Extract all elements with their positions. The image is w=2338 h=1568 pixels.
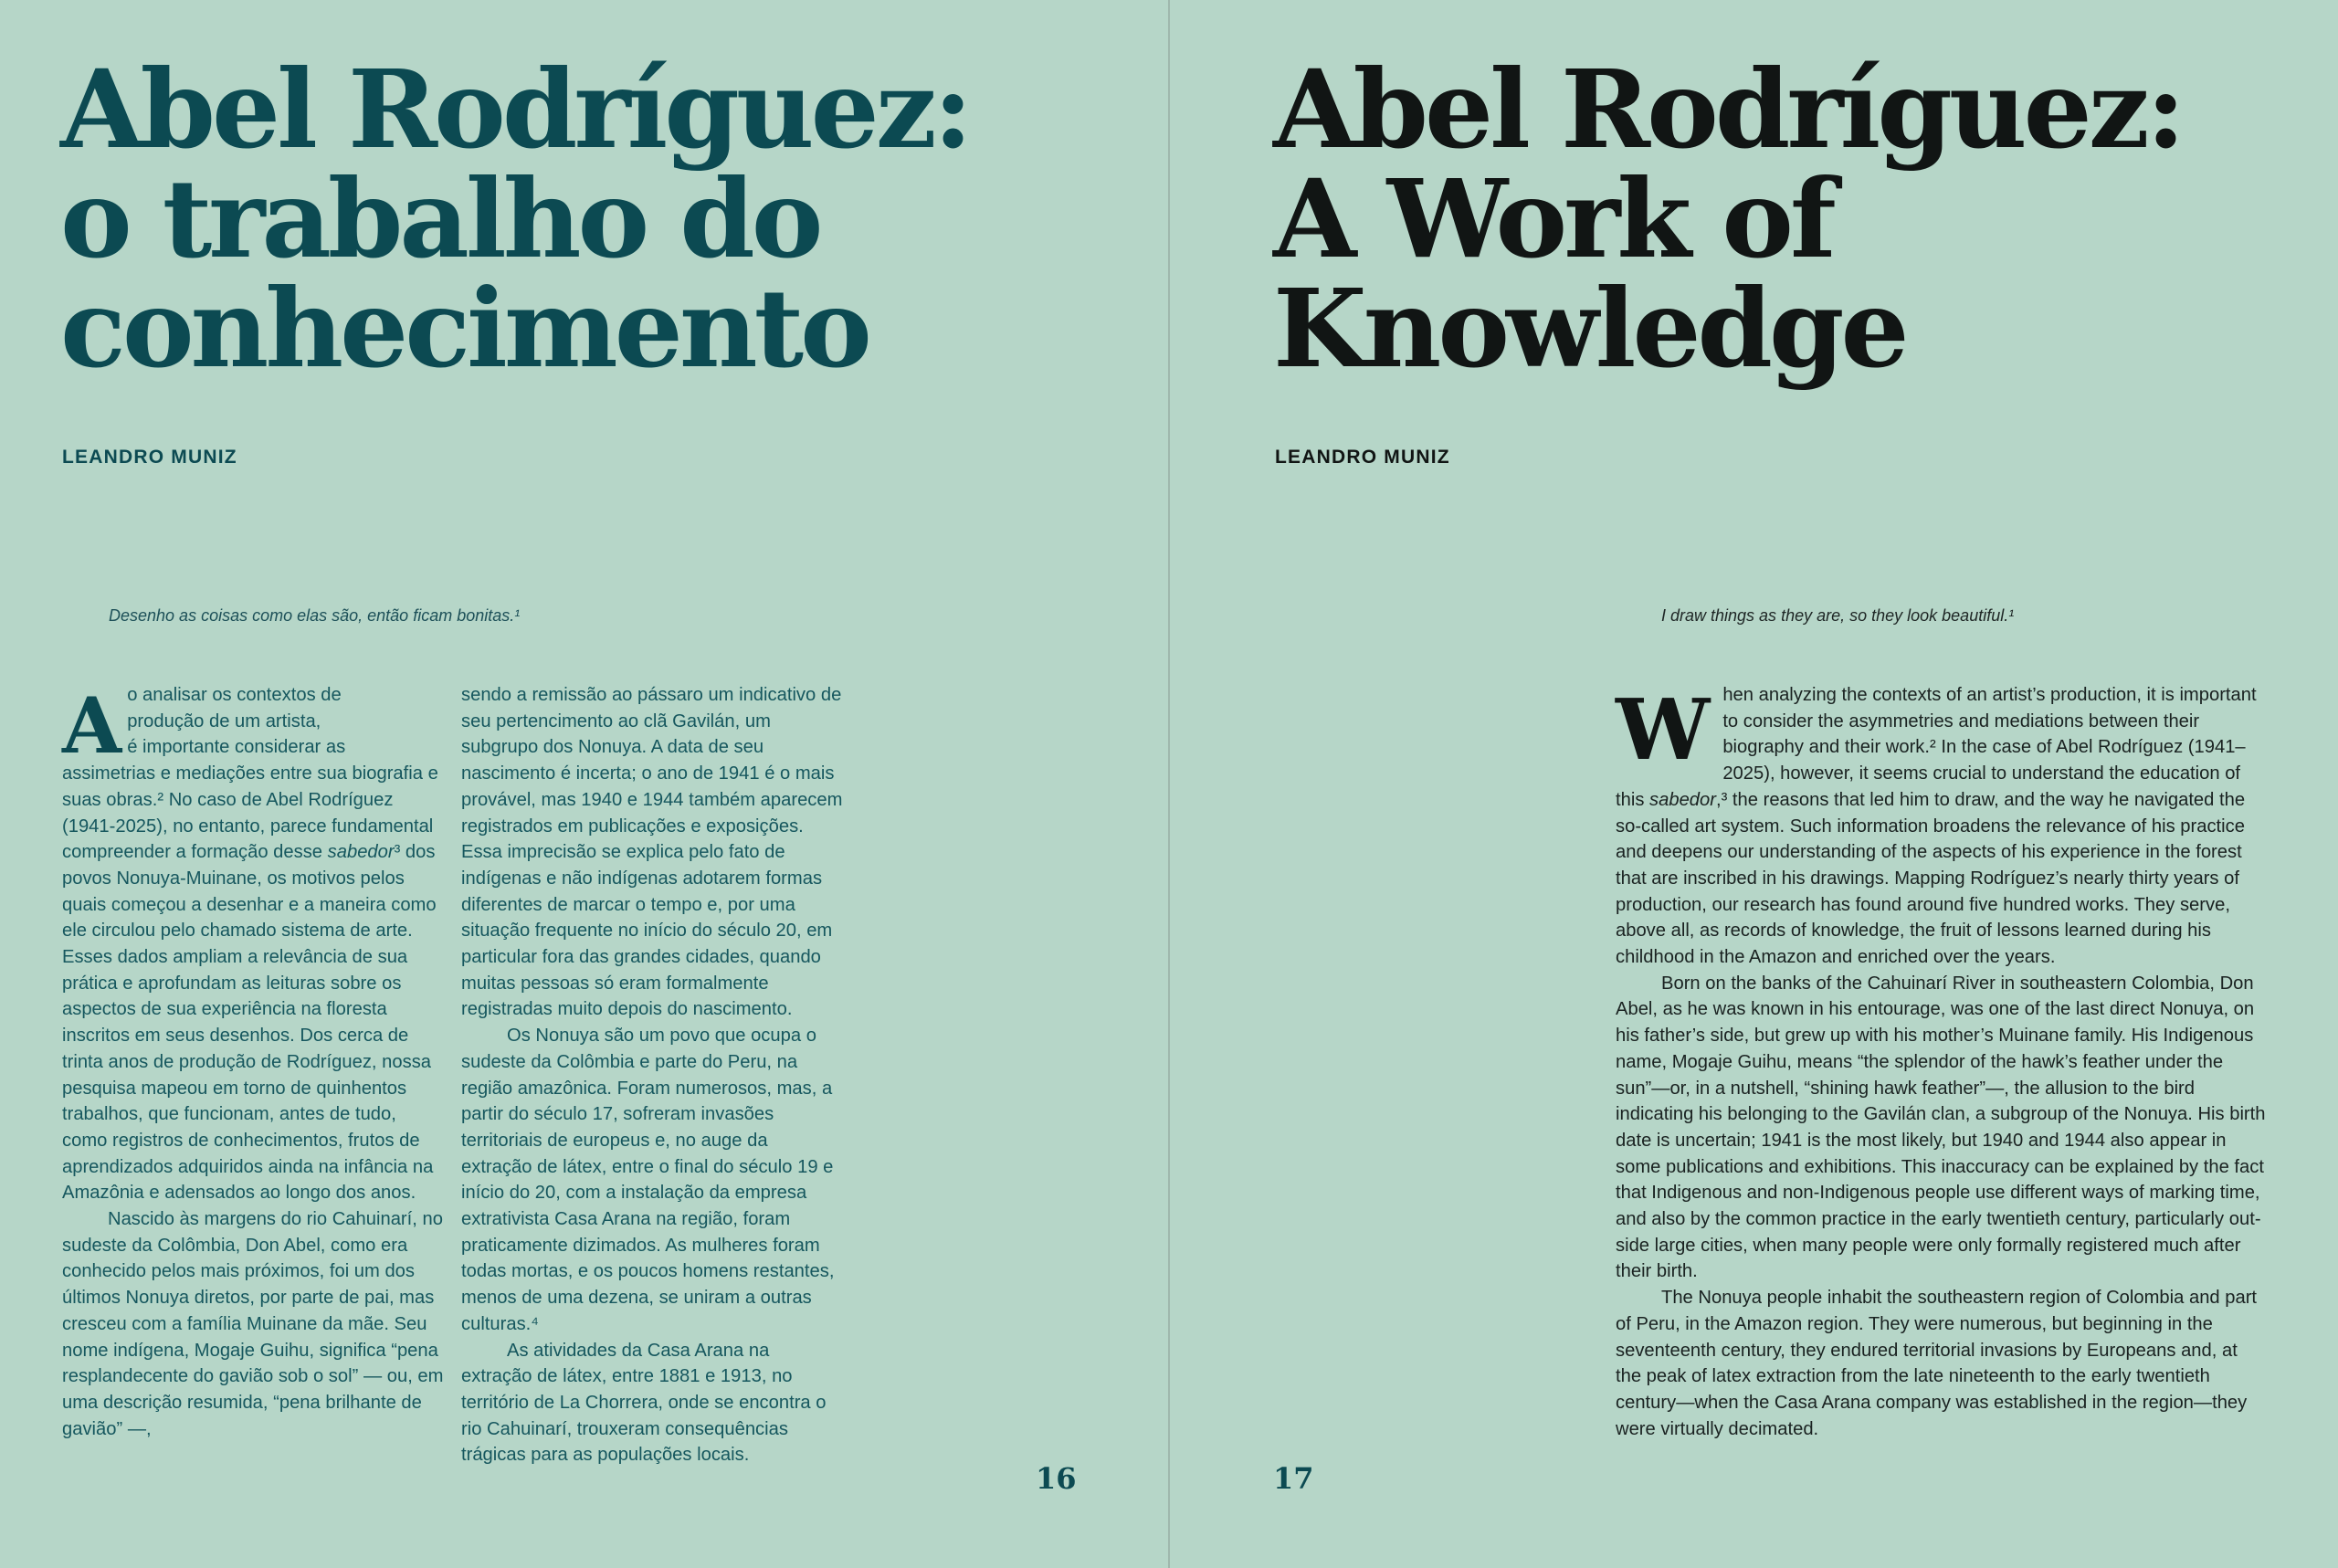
body-paragraph: sendo a remissão ao pássaro um indicativo de seu pertencimento ao clã Gavilán, um subgrupo dos Nonuya. A data de seu nascimento é incerta; o ano de 1941 é o mais provável, mas 1940 e 1944 também aparecem registrados em publicações e exposições. Essa imprecisão se explica pelo fato de indígenas e não indígenas adotarem formas diferentes de marcar o tempo e, por uma situação frequente no início do século 20, em particular fora das grandes cidades, quando muitas pessoas só eram formalmente registradas muito depois do nascimento. bbox=[461, 685, 843, 1020]
body-paragraph: Nascido às margens do rio Cahuinarí, no sudeste da Colômbia, Don Abel, como era conhecido pelos mais próximos, foi um dos últimos Nonuya diretos, por parte de pai, mas cresceu com a família Muinane da mãe. Seu nome indígena, Mogaje Guihu, significa “pena resplandecente do gavião sob o sol” — ou, em uma descrição resumida, “pena brilhante de gavião” —, bbox=[62, 1209, 444, 1439]
body-text: ,³ the reasons that led him to draw, and the way he navigated the so-called art system. Such information broadens the relevance of his practice and deepens our understanding of the aspects of his experience in the forest that are inscribed in his drawings. Mapping Rodríguez’s nearly thirty years of production, our research has found around five hundred works. They serve, above all, as records of knowledge, the fruit of lessons learned during his childhood in the Amazon and enriched over the years. bbox=[1616, 789, 2246, 968]
lead-line: o analisar os contextos de bbox=[127, 685, 342, 705]
body-text: hen analyzing the contexts of an artist’s production, it is important to consider the asymmetries and mediations between their biography and their work.² In the case of Abel Rodríguez (1941–2025), however, it seems crucial to understand the education of this bbox=[1616, 685, 2257, 810]
author-name: LEANDRO MUNIZ bbox=[1275, 447, 1450, 468]
drop-cap: W bbox=[1616, 680, 1711, 779]
body-text: assimetrias e mediações entre sua biografia e suas obras.² No caso de Abel Rodríguez (1941-2025), no entanto, parece fundamental compreender a formação desse bbox=[62, 763, 438, 863]
body-column-2 bbox=[461, 682, 843, 1468]
title-line: A Work of bbox=[1273, 155, 1833, 282]
page-number: 17 bbox=[1273, 1461, 1314, 1496]
epigraph: I draw things as they are, so they look beautiful.¹ bbox=[1661, 606, 2015, 625]
title-line: conhecimento bbox=[60, 265, 869, 392]
body-paragraph: Born on the banks of the Cahuinarí River in southeastern Colombia, Don Abel, as he was known in his entourage, was one of the last direct Nonuya, on his father’s side, but grew up with his mother’s Muinane family. His Indigenous name, Mogaje Guihu, means “the splendor of the hawk’s feather under the sun”—or, in a nutshell, “shining hawk feather”—, the allusion to the bird indicating his belonging to the Gavilán clan, a subgroup of the Nonuya. His birth date is uncertain; 1941 is the most likely, but 1940 and 1944 also appear in some publications and exhibitions. This inaccuracy can be explained by the fact that Indigenous and non-Indigenous people use different ways of marking time, and also by the common practice in the early twentieth century, particularly outside large cities, when many people were only formally registered much after their birth. bbox=[1616, 973, 2266, 1282]
author-name: LEANDRO MUNIZ bbox=[62, 447, 237, 468]
left-page bbox=[0, 0, 1168, 1568]
title-line: o trabalho do bbox=[60, 155, 820, 282]
italic-term: sabedor bbox=[1649, 789, 1716, 810]
body-text: ³ dos povos Nonuya-Muinane, os motivos pelos quais começou a desenhar e a maneira como ele circulou pelo chamado sistema de arte. Esses dados ampliam a relevância de sua prática e aprofundam as leituras sobre os aspectos de sua experiência na floresta inscritos em seus desenhos. Dos cerca de trinta anos de produção de Rodríguez, nossa pesquisa mapeou em torno de quinhentos trabalhos, que funcionam, antes de tudo, como registros de conhecimentos, frutos de aprendizados adquiridos ainda na infância na Amazônia e adensados ao longo dos anos. bbox=[62, 842, 437, 1204]
article-title-pt bbox=[60, 46, 970, 392]
right-page bbox=[1170, 0, 2338, 1568]
body-paragraph: The Nonuya people inhabit the southeastern region of Colombia and part of Peru, in the Amazon region. They were numerous, but beginning in the seventeenth century, they endured territorial invasions by Europeans and, at the peak of latex extraction from the late nineteenth to the early twentieth century—when the Casa Arana company was established in the region—they were virtually decimated. bbox=[1616, 1288, 2258, 1439]
lead-line: é importante considerar as bbox=[127, 737, 346, 758]
title-line: Abel Rodríguez: bbox=[60, 46, 970, 173]
title-line: Knowledge bbox=[1273, 265, 1906, 392]
body-paragraph: As atividades da Casa Arana na extração de látex, entre 1881 e 1913, no território de La Chorrera, onde se encontra o rio Cahuinarí, trouxeram consequências trágicas para as populações locais. bbox=[461, 1340, 827, 1466]
page-number: 16 bbox=[1036, 1461, 1077, 1496]
article-title-en bbox=[1273, 46, 2183, 392]
epigraph: Desenho as coisas como elas são, então ficam bonitas.¹ bbox=[109, 606, 521, 625]
body-column-1 bbox=[62, 682, 444, 1442]
italic-term: sabedor bbox=[327, 842, 395, 863]
title-line: Abel Rodríguez: bbox=[1273, 46, 2183, 173]
body-column-1 bbox=[1616, 682, 2266, 1442]
lead-line: produção de um artista, bbox=[127, 710, 321, 731]
body-paragraph: Os Nonuya são um povo que ocupa o sudeste da Colômbia e parte do Peru, na região amazônica. Foram numerosos, mas, a partir do século 17, sofreram invasões territoriais de europeus e, no auge da extração de látex, entre o final do século 19 e início do 20, com a instalação da empresa extrativista Casa Arana na região, foram praticamente dizimados. As mulheres foram todas mortas, e os poucos homens restantes, menos de uma dezena, se uniram a outras culturas.⁴ bbox=[461, 1026, 835, 1334]
body-paragraph bbox=[1616, 682, 2266, 971]
drop-cap: A bbox=[62, 680, 122, 771]
body-paragraph bbox=[62, 682, 444, 1206]
